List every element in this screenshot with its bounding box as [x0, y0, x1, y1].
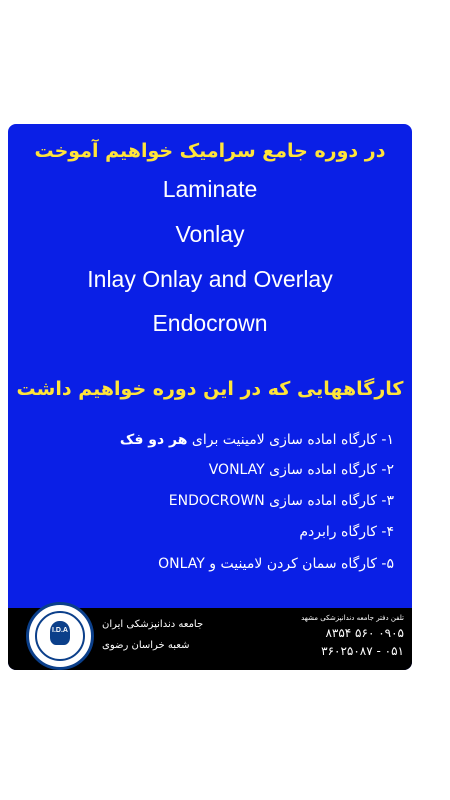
workshop-item	[18, 462, 394, 478]
procedure-item: Endocrown	[152, 310, 268, 336]
workshop-item	[18, 493, 394, 509]
procedure-item: Vonlay	[175, 221, 245, 247]
procedure-item: Inlay Onlay and Overlay	[87, 266, 333, 292]
ida-logo-icon	[26, 602, 94, 670]
phone-office: ۰۵۱ - ۳۶۰۲۵۰۸۷	[321, 644, 404, 658]
workshop-item	[18, 432, 394, 448]
phone-mobile: ۰۹۰۵ ۵۶۰ ۸۳۵۴	[325, 626, 404, 640]
contact-label: تلفن دفتر جامعه دندانپزشکی مشهد	[301, 614, 404, 622]
footer-bar	[8, 608, 412, 670]
workshop-text: ۲- کارگاه اماده سازی VONLAY	[208, 462, 394, 478]
workshop-item	[18, 556, 394, 572]
workshop-text: ۱- کارگاه اماده سازی لامینیت برای	[187, 432, 394, 448]
org-name: جامعه دندانپزشکی ایران	[102, 619, 204, 630]
workshop-text: ۳- کارگاه اماده سازی ENDOCROWN	[168, 493, 394, 509]
procedure-item: Laminate	[162, 176, 258, 202]
org-branch: شعبه خراسان رضوی	[102, 640, 190, 651]
workshop-item	[18, 524, 394, 540]
info-card	[8, 124, 412, 670]
workshop-text: ۴- کارگاه رابردم	[299, 524, 394, 540]
workshop-bold: هر دو فک	[119, 432, 188, 448]
workshop-text: ۵- کارگاه سمان کردن لامینیت و ONLAY	[158, 556, 394, 572]
workshops-title: کارگاههایی که در این دوره خواهیم داشت	[16, 378, 404, 400]
logo-text: I.D.A	[52, 627, 68, 634]
intro-title: در دوره جامع سرامیک خواهیم آموخت	[34, 140, 386, 162]
